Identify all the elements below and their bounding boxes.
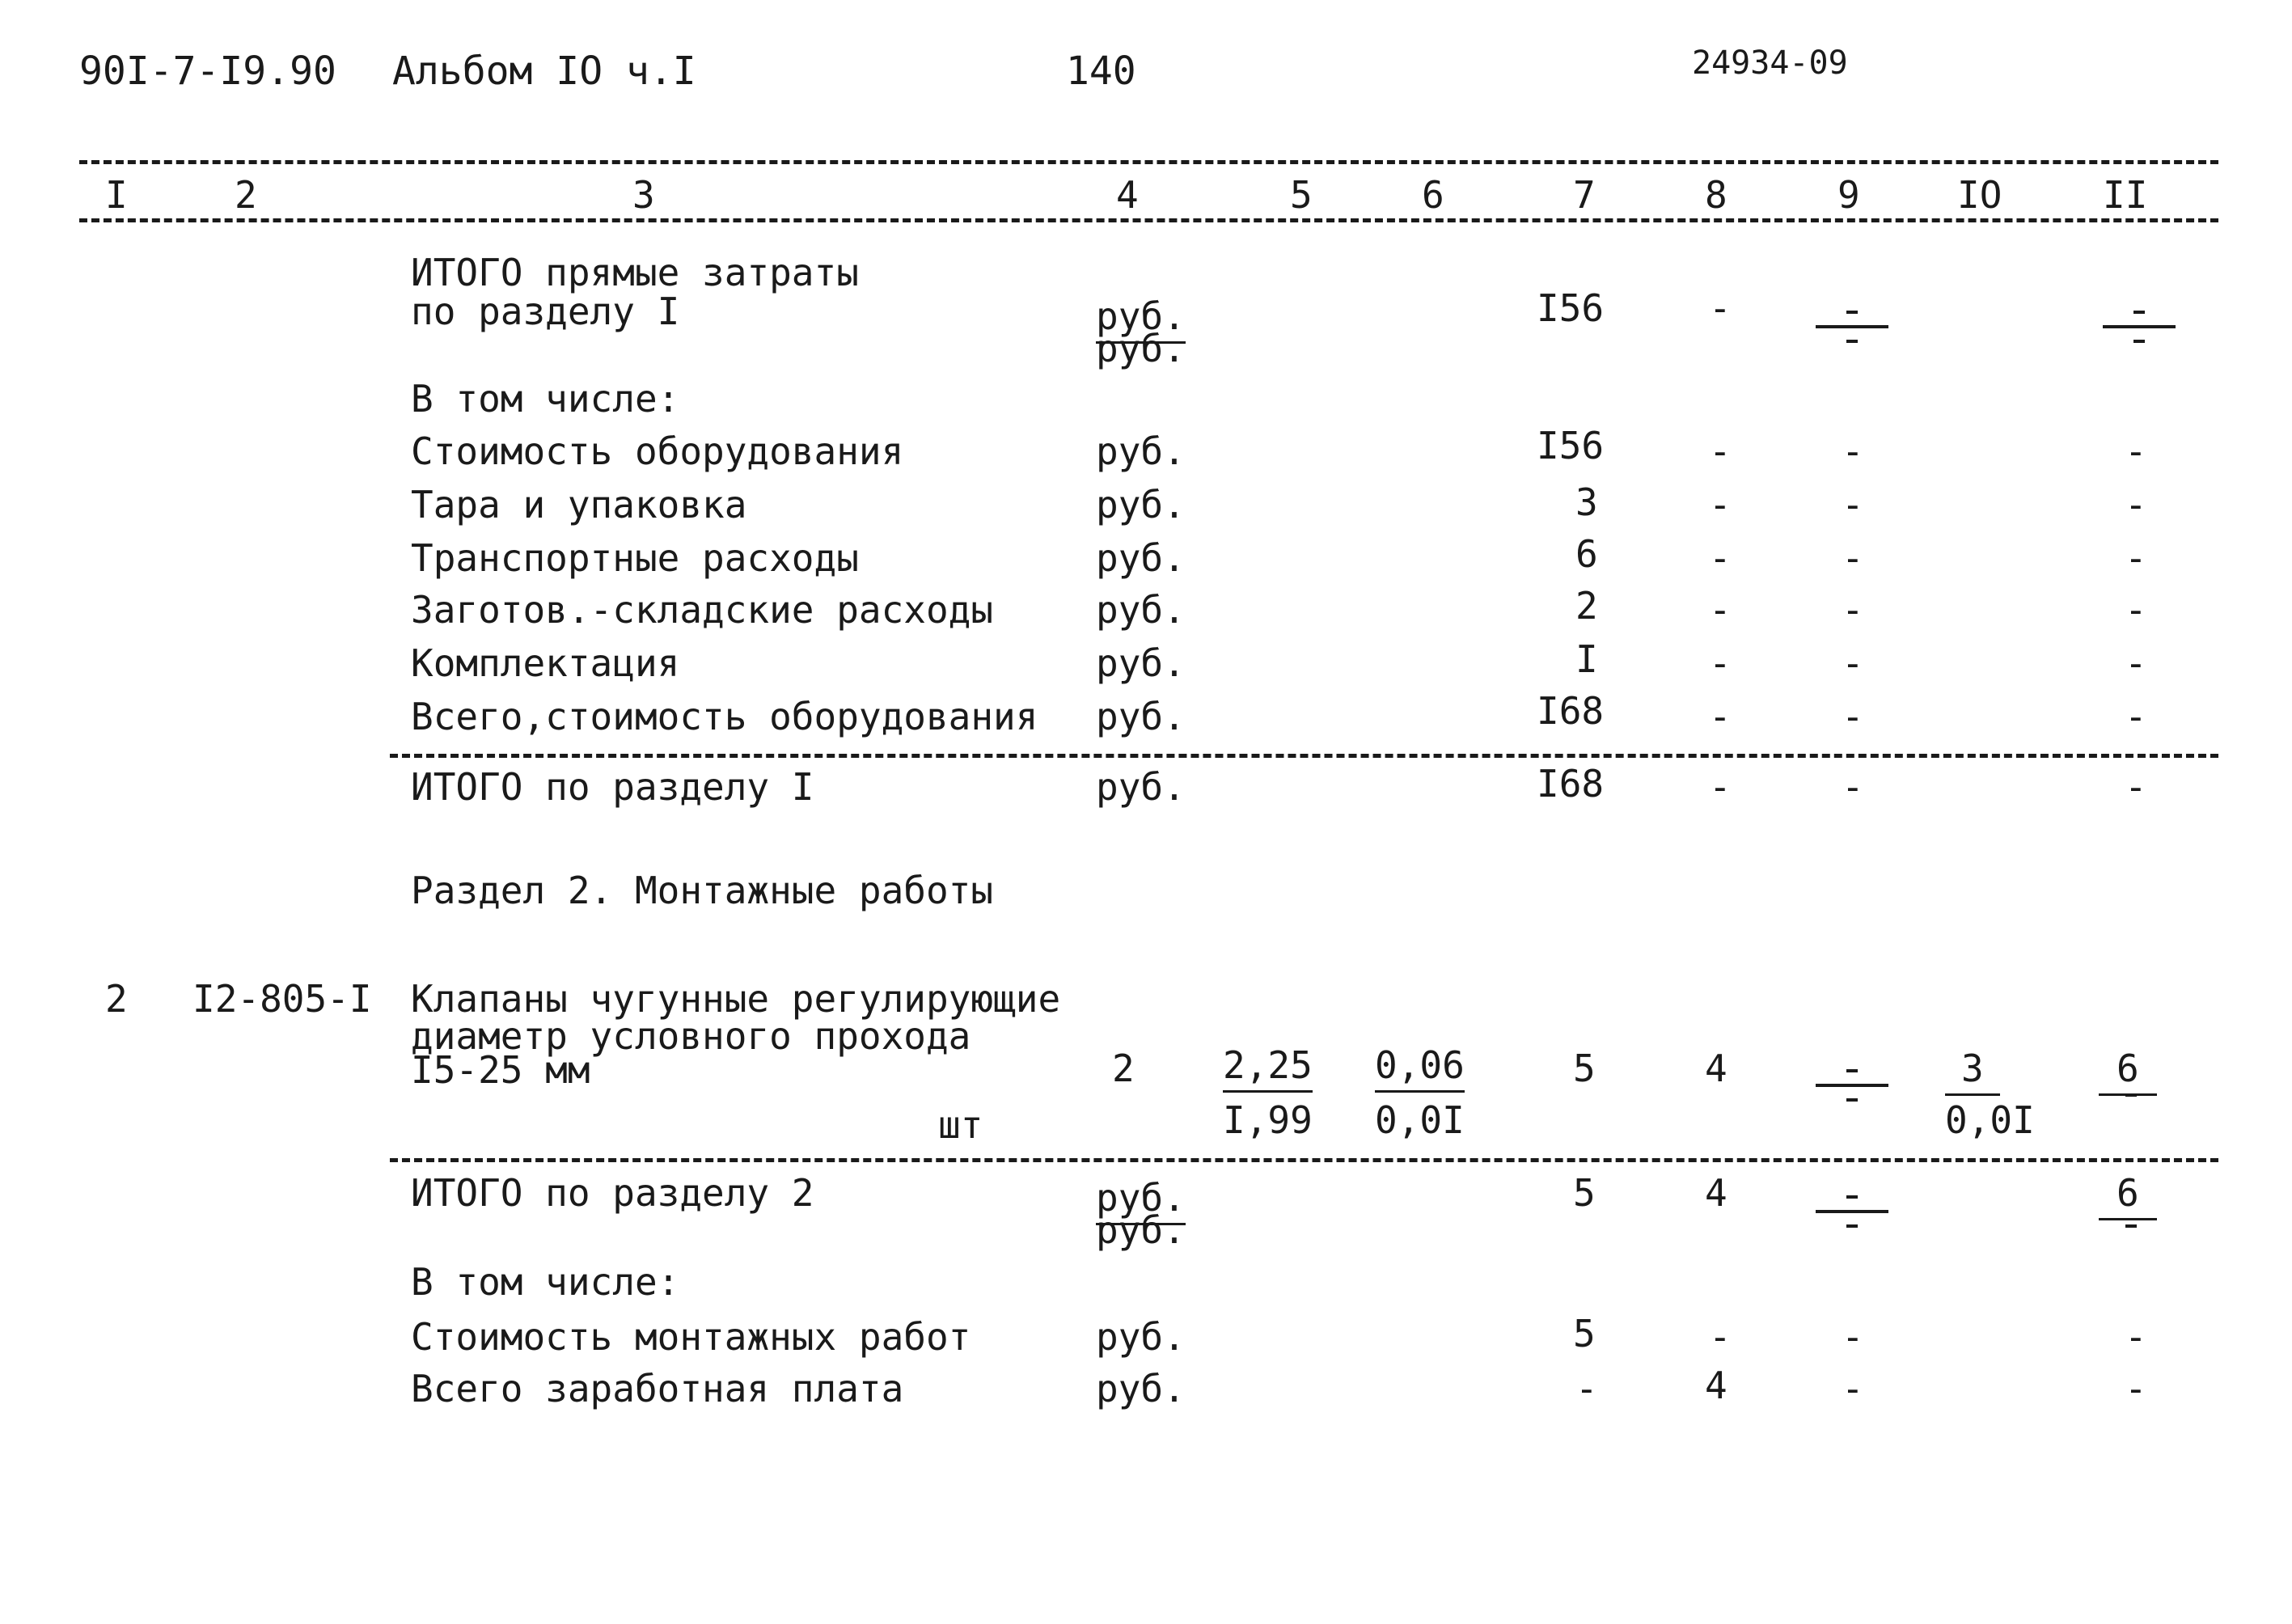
section1-itogo-col8: - (1709, 765, 1732, 809)
album-label: Альбом IO ч.I (392, 49, 696, 94)
row-col11: - (2125, 695, 2147, 738)
item-col11-bottom-tick (2125, 1093, 2137, 1097)
item-col8: 4 (1705, 1047, 1727, 1090)
section1-itogo-col9: - (1842, 765, 1864, 809)
total-direct-col7: I56 (1537, 286, 1605, 330)
row-col8: - (1709, 695, 1732, 738)
total-direct-unit-bottom: руб. (1096, 327, 1186, 370)
row-col9: - (1842, 1315, 1864, 1359)
section2-title: Раздел 2. Монтажные работы (411, 869, 994, 912)
row-col9: - (1842, 536, 1864, 580)
header-bottom-rule (79, 218, 2218, 222)
row-name: Стоимость оборудования (411, 429, 904, 473)
section1-itogo-col7: I68 (1537, 762, 1605, 806)
item-col6-top: 0,06 (1375, 1047, 1465, 1084)
total-direct-unit-top: руб. (1096, 298, 1186, 335)
row-unit: руб. (1096, 588, 1186, 632)
column-header-8: 8 (1705, 173, 1727, 217)
column-header-6: 6 (1422, 173, 1444, 217)
section2-itogo-col9-fraction (1816, 1186, 1888, 1234)
including-label-1: В том числе: (411, 377, 680, 421)
item-col10-top: 3 (1945, 1050, 2000, 1087)
section2-total-rule (390, 1158, 2218, 1162)
row-name: Всего заработная плата (411, 1367, 904, 1410)
row-col9: - (1842, 429, 1864, 473)
row-col8: - (1709, 536, 1732, 580)
document-code: 90I-7-I9.90 (79, 49, 336, 94)
item-col7: 5 (1573, 1047, 1596, 1090)
row-unit: руб. (1096, 1315, 1186, 1359)
including-label-2: В том числе: (411, 1260, 680, 1304)
row-col8: - (1709, 641, 1732, 685)
row-col8: - (1709, 1315, 1732, 1359)
section2-itogo-col11-top: 6 (2099, 1174, 2157, 1212)
row-name: Заготов.-складские расходы (411, 588, 994, 632)
row-col7: - (1575, 1367, 1598, 1410)
item-col11-top: 6 (2099, 1050, 2157, 1087)
row-col7: I (1575, 637, 1598, 681)
section1-itogo-col11: - (2125, 765, 2147, 809)
item-name-line3: I5-25 мм (411, 1048, 590, 1092)
row-col8: - (1709, 429, 1732, 473)
row-unit: руб. (1096, 641, 1186, 685)
page-number: 140 (1066, 49, 1136, 94)
column-header-7: 7 (1573, 173, 1596, 217)
row-col9: - (1842, 1367, 1864, 1410)
row-col11: - (2125, 641, 2147, 685)
stamp-number: 24934-09 (1692, 44, 1848, 82)
row-col11: - (2125, 536, 2147, 580)
row-col7: I56 (1537, 424, 1605, 467)
total-direct-col8: - (1709, 286, 1732, 330)
row-unit: руб. (1096, 695, 1186, 738)
row-col9: - (1842, 588, 1864, 632)
row-col7: 2 (1575, 584, 1598, 628)
row-col7: I68 (1537, 689, 1605, 733)
row-col7: 5 (1573, 1312, 1596, 1355)
item-col9-fraction (1816, 1059, 1888, 1108)
row-col7: 6 (1575, 532, 1598, 576)
row-unit: руб. (1096, 429, 1186, 473)
item-name-line2: диаметр условного прохода (411, 1014, 971, 1058)
row-col7: 3 (1575, 480, 1598, 524)
section2-itogo-unit-bottom: руб. (1096, 1208, 1186, 1252)
row-unit: руб. (1096, 1367, 1186, 1410)
column-header-11: II (2103, 173, 2148, 217)
column-header-2: 2 (235, 173, 257, 217)
item-col5-top: 2,25 (1223, 1047, 1313, 1084)
row-col8: - (1709, 588, 1732, 632)
row-name: Комплектация (411, 641, 680, 685)
column-header-1: I (105, 173, 128, 217)
row-col9: - (1842, 483, 1864, 527)
row-unit: руб. (1096, 536, 1186, 580)
section1-itogo-label: ИТОГО по разделу I (411, 765, 814, 809)
row-col11: - (2125, 483, 2147, 527)
section1-total-rule (390, 754, 2218, 758)
row-col8: 4 (1705, 1364, 1727, 1407)
section2-itogo-col7: 5 (1573, 1171, 1596, 1215)
row-name: Всего,стоимость оборудования (411, 695, 1038, 738)
column-header-10: IO (1957, 173, 2002, 217)
row-col9: - (1842, 641, 1864, 685)
row-col8: - (1709, 483, 1732, 527)
row-col11: - (2125, 1315, 2147, 1359)
total-direct-col9-fraction (1816, 301, 1888, 349)
section1-itogo-unit: руб. (1096, 765, 1186, 809)
item-unit: шт (938, 1103, 983, 1147)
header-top-rule (79, 160, 2218, 164)
section2-itogo-col8: 4 (1705, 1171, 1727, 1215)
row-unit: руб. (1096, 483, 1186, 527)
column-header-4: 4 (1116, 173, 1139, 217)
item-col5-bottom: I,99 (1223, 1098, 1313, 1142)
section2-itogo-col11-bottom-tick (2125, 1224, 2137, 1228)
item-code: I2-805-I (192, 977, 372, 1021)
section2-itogo-unit-top: руб. (1096, 1179, 1186, 1216)
item-col6-bottom: 0,0I (1375, 1098, 1465, 1142)
total-direct-line1: ИТОГО прямые затраты (411, 251, 859, 294)
total-direct-line2: по разделу I (411, 290, 680, 333)
column-header-5: 5 (1290, 173, 1313, 217)
row-name: Стоимость монтажных работ (411, 1315, 971, 1359)
item-col4: 2 (1112, 1047, 1135, 1090)
row-col9: - (1842, 695, 1864, 738)
total-direct-col11-fraction (2103, 301, 2176, 349)
item-number: 2 (105, 977, 128, 1021)
section2-itogo-label: ИТОГО по разделу 2 (411, 1171, 814, 1215)
row-name: Транспортные расходы (411, 536, 859, 580)
column-header-3: 3 (632, 173, 655, 217)
row-col11: - (2125, 1367, 2147, 1410)
item-col10-bottom: 0,0I (1945, 1098, 2035, 1142)
row-col11: - (2125, 588, 2147, 632)
row-name: Тара и упаковка (411, 483, 747, 527)
item-name-line1: Клапаны чугунные регулирующие (411, 977, 1061, 1021)
row-col11: - (2125, 429, 2147, 473)
column-header-9: 9 (1837, 173, 1860, 217)
